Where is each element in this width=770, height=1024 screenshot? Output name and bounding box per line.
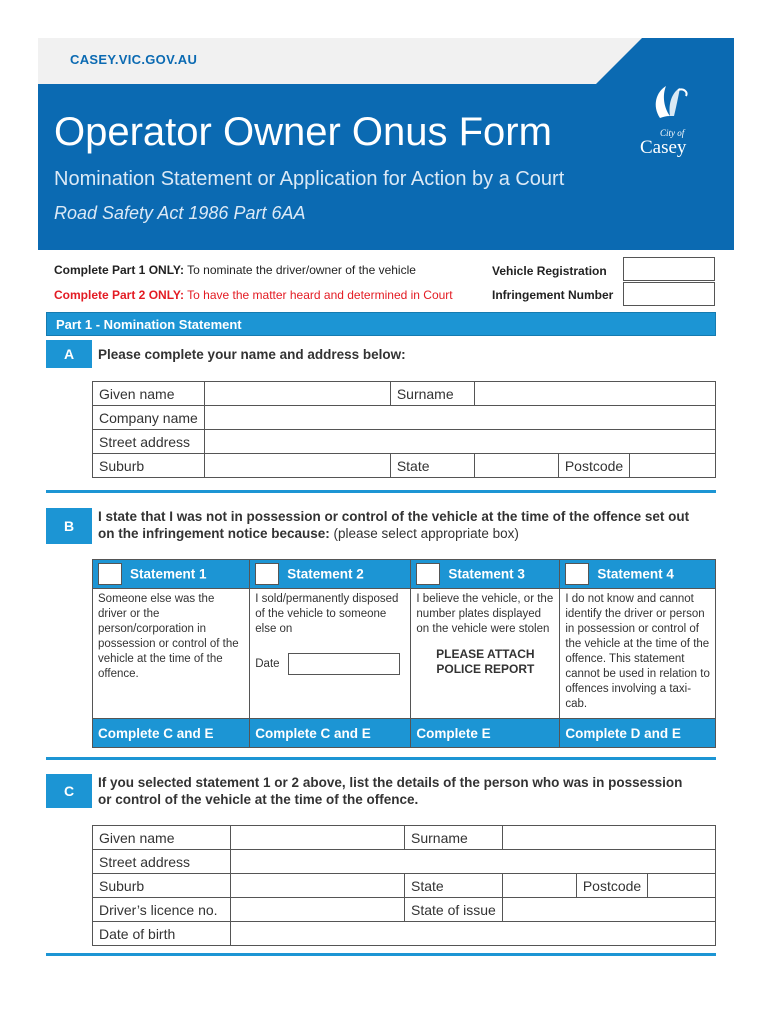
street-address-label: Street address xyxy=(93,430,205,454)
c-suburb-field[interactable] xyxy=(231,874,405,898)
statement-4-label: Statement 4 xyxy=(597,566,674,582)
statement-2-date-field[interactable] xyxy=(288,653,400,675)
statement-2-body xyxy=(250,589,411,719)
vehicle-registration-field[interactable] xyxy=(623,257,715,281)
company-name-label: Company name xyxy=(93,406,205,430)
statement-2-label: Statement 2 xyxy=(287,566,364,582)
company-name-field[interactable] xyxy=(204,406,715,430)
statement-2-header[interactable] xyxy=(250,560,411,589)
postcode-label: Postcode xyxy=(558,454,629,478)
state-field[interactable] xyxy=(474,454,558,478)
logo-city-of: City of xyxy=(660,128,685,138)
c-suburb-label: Suburb xyxy=(93,874,231,898)
site-url-link[interactable]: CASEY.VIC.GOV.AU xyxy=(70,52,198,67)
statement-4-footer: Complete D and E xyxy=(560,719,716,748)
c-dob-label: Date of birth xyxy=(93,922,231,946)
suburb-label: Suburb xyxy=(93,454,205,478)
c-given-name-label: Given name xyxy=(93,826,231,850)
surname-label: Surname xyxy=(390,382,474,406)
statement-1-text: Someone else was the driver or the person/corporation in possession or control of the vehicle at the time of the offence. xyxy=(93,589,250,719)
header-notch xyxy=(596,38,642,84)
statement-3-attach-note: PLEASE ATTACH POLICE REPORT xyxy=(436,647,535,676)
c-street-address-field[interactable] xyxy=(231,850,716,874)
statement-3-text: I believe the vehicle, or the number plates displayed on the vehicle were stolen xyxy=(416,593,554,635)
statement-2-date-label: Date xyxy=(255,658,280,671)
statement-4-text: I do not know and cannot identify the driver or person in possession or control of the vehicle at the time of the offence. This statement cannot be used in relation to offences involving a taxi-cab. xyxy=(560,589,716,719)
state-label: State xyxy=(390,454,474,478)
statement-table xyxy=(92,559,716,748)
section-a-table xyxy=(92,381,716,478)
section-c-badge: C xyxy=(46,774,92,808)
statement-3-header[interactable] xyxy=(411,560,560,589)
section-b-heading xyxy=(98,508,708,542)
form-act-reference: Road Safety Act 1986 Part 6AA xyxy=(54,203,306,223)
c-licence-label: Driver’s licence no. xyxy=(93,898,231,922)
part1-title: Part 1 - Nomination Statement xyxy=(56,317,242,332)
section-a-badge: A xyxy=(46,340,92,368)
form-title: Operator Owner Onus Form xyxy=(54,110,552,154)
statement-1-header[interactable] xyxy=(93,560,250,589)
statement-2-checkbox[interactable] xyxy=(255,563,279,585)
vehicle-registration-label: Vehicle Registration xyxy=(492,264,607,278)
suburb-field[interactable] xyxy=(204,454,390,478)
c-state-field[interactable] xyxy=(502,874,576,898)
c-street-address-label: Street address xyxy=(93,850,231,874)
statement-3-label: Statement 3 xyxy=(448,566,525,582)
statement-3-footer: Complete E xyxy=(411,719,560,748)
logo-casey: Casey xyxy=(640,137,687,158)
c-licence-field[interactable] xyxy=(231,898,405,922)
instruction-part1-text: To nominate the driver/owner of the vehicle xyxy=(184,263,416,277)
section-c-heading: If you selected statement 1 or 2 above, list the details of the person who was in possession or control of the vehicle at the time of the offence. xyxy=(98,775,683,807)
given-name-field[interactable] xyxy=(204,382,390,406)
infringement-number-field[interactable] xyxy=(623,282,715,306)
c-given-name-field[interactable] xyxy=(231,826,405,850)
statement-3-body xyxy=(411,589,560,719)
header-notch-fill xyxy=(642,38,734,84)
section-c-table xyxy=(92,825,716,946)
statement-1-footer: Complete C and E xyxy=(93,719,250,748)
form-subtitle: Nomination Statement or Application for Action by a Court xyxy=(54,168,565,190)
section-divider xyxy=(46,953,716,956)
statement-1-label: Statement 1 xyxy=(130,566,207,582)
c-surname-field[interactable] xyxy=(502,826,715,850)
instruction-part1 xyxy=(54,263,416,277)
section-b-heading-bold: I state that I was not in possession or control of the vehicle at the time of the offence set out on the infringement notice because: xyxy=(98,509,690,541)
section-divider xyxy=(46,490,716,493)
section-b-badge: B xyxy=(46,508,92,544)
statement-4-header[interactable] xyxy=(560,560,716,589)
statement-3-checkbox[interactable] xyxy=(416,563,440,585)
statement-4-checkbox[interactable] xyxy=(565,563,589,585)
section-divider xyxy=(46,757,716,760)
c-postcode-field[interactable] xyxy=(648,874,716,898)
instruction-part2-bold: Complete Part 2 ONLY: xyxy=(54,288,185,302)
postcode-field[interactable] xyxy=(630,454,716,478)
c-state-of-issue-field[interactable] xyxy=(502,898,715,922)
instruction-part2-text: To have the matter heard and determined in Court xyxy=(184,288,453,302)
instruction-part1-bold: Complete Part 1 ONLY: xyxy=(54,263,185,277)
statement-1-checkbox[interactable] xyxy=(98,563,122,585)
instruction-part2 xyxy=(54,288,453,302)
c-dob-field[interactable] xyxy=(231,922,716,946)
given-name-label: Given name xyxy=(93,382,205,406)
statement-2-footer: Complete C and E xyxy=(250,719,411,748)
statement-2-text: I sold/permanently disposed of the vehicle to someone else on xyxy=(255,593,399,635)
section-a-heading: Please complete your name and address below: xyxy=(98,347,406,362)
c-state-label: State xyxy=(405,874,503,898)
c-postcode-label: Postcode xyxy=(576,874,647,898)
street-address-field[interactable] xyxy=(204,430,715,454)
c-surname-label: Surname xyxy=(405,826,503,850)
c-state-of-issue-label: State of issue xyxy=(405,898,503,922)
infringement-number-label: Infringement Number xyxy=(492,288,614,302)
surname-field[interactable] xyxy=(474,382,715,406)
section-b-heading-note: (please select appropriate box) xyxy=(329,526,519,541)
